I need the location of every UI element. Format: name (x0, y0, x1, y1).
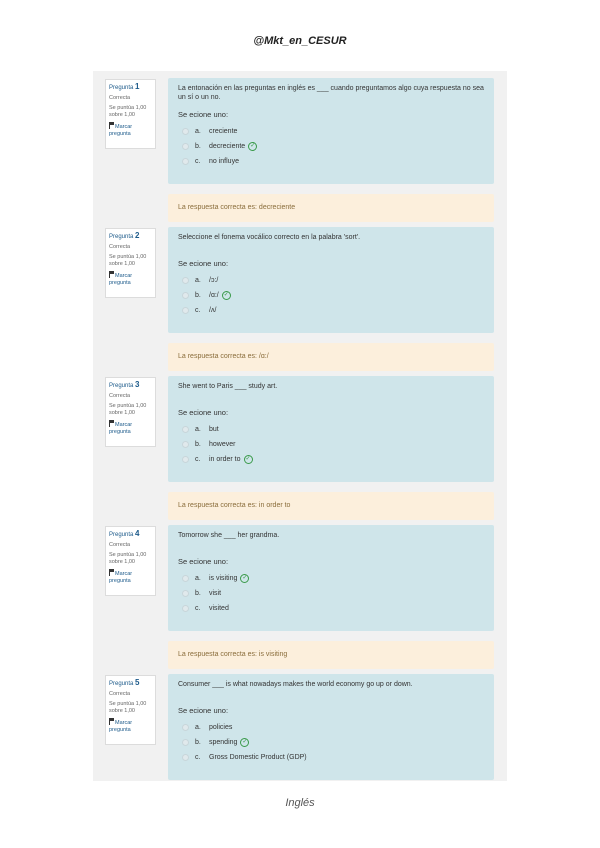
question-formulation (168, 78, 494, 184)
option-letter: b. (195, 441, 201, 448)
answer-list (178, 720, 484, 765)
answer-option[interactable] (178, 571, 484, 586)
flag-question-label: Marcar pregunta (109, 422, 133, 435)
option-text: /ɔ:/ (209, 277, 219, 284)
check-icon: ✓ (250, 143, 256, 149)
check-icon: ✓ (245, 456, 251, 462)
option-text: in order to (209, 456, 241, 463)
option-letter: a. (195, 575, 201, 582)
option-text: decreciente (209, 143, 246, 150)
page-footer-label: Inglés (285, 797, 315, 809)
radio-button[interactable] (182, 739, 189, 746)
radio-button[interactable] (182, 441, 189, 448)
radio-button[interactable] (182, 292, 189, 299)
correct-answer-feedback: La respuesta correcta es: /ɑ:/ (168, 343, 494, 371)
correct-answer-feedback: La respuesta correcta es: decreciente (168, 194, 494, 222)
answer-list (178, 273, 484, 318)
radio-button[interactable] (182, 754, 189, 761)
radio-button[interactable] (182, 575, 189, 582)
option-letter: a. (195, 426, 201, 433)
answer-option[interactable] (178, 139, 484, 154)
flag-question-label: Marcar pregunta (109, 124, 133, 137)
question-number-value: 5 (135, 678, 140, 687)
question-text: She went to Paris ___ study art. (178, 383, 278, 390)
flag-question-link[interactable] (109, 122, 152, 138)
question-state: Correcta (109, 244, 131, 250)
question-number (109, 530, 152, 539)
option-text: /ɑ:/ (209, 292, 219, 299)
radio-button[interactable] (182, 128, 189, 135)
question-score: Se puntúa 1,00 sobre 1,00 (109, 552, 147, 565)
answer-option[interactable] (178, 288, 484, 303)
question-number (109, 83, 152, 92)
page-header-title: @Mkt_en_CESUR (253, 35, 347, 47)
question-info (105, 675, 156, 745)
question-info (105, 79, 156, 149)
radio-button[interactable] (182, 277, 189, 284)
option-letter: c. (195, 456, 201, 463)
option-text: no influye (209, 158, 239, 165)
answer-option[interactable] (178, 750, 484, 765)
correct-answer-feedback: La respuesta correcta es: in order to (168, 492, 494, 520)
flag-question-link[interactable] (109, 569, 152, 585)
question-label: Pregunta (109, 681, 134, 687)
answer-option[interactable] (178, 124, 484, 139)
flag-question-link[interactable] (109, 718, 152, 734)
question-info (105, 526, 156, 596)
option-letter: a. (195, 724, 201, 731)
question-text: Seleccione el fonema vocálico correcto en la palabra 'sort'. (178, 234, 361, 241)
check-icon: ✓ (242, 575, 248, 581)
answer-option[interactable] (178, 735, 484, 750)
radio-button[interactable] (182, 143, 189, 150)
check-icon: ✓ (223, 292, 229, 298)
option-text: /ʌ/ (209, 307, 217, 314)
option-letter: b. (195, 590, 201, 597)
answer-option[interactable] (178, 303, 484, 318)
answer-option[interactable] (178, 586, 484, 601)
answer-option[interactable] (178, 452, 484, 467)
answer-option[interactable] (178, 422, 484, 437)
select-one-prompt: Se ecione uno: (178, 706, 229, 715)
option-text: but (209, 426, 219, 433)
option-text: spending (209, 739, 238, 746)
question-state: Correcta (109, 95, 131, 101)
question-score: Se puntúa 1,00 sobre 1,00 (109, 403, 147, 416)
question-number (109, 232, 152, 241)
question-score: Se puntúa 1,00 sobre 1,00 (109, 254, 147, 267)
check-icon: ✓ (242, 739, 248, 745)
answer-list (178, 422, 484, 467)
option-letter: b. (195, 739, 201, 746)
flag-question-label: Marcar pregunta (109, 273, 133, 286)
flag-question-link[interactable] (109, 420, 152, 436)
option-text: policies (209, 724, 233, 731)
answer-list (178, 571, 484, 616)
question-text: Tomorrow she ___ her grandma. (178, 532, 280, 539)
question-score: Se puntúa 1,00 sobre 1,00 (109, 105, 147, 118)
radio-button[interactable] (182, 605, 189, 612)
select-one-prompt: Se ecione uno: (178, 110, 229, 119)
option-text: is visiting (209, 575, 238, 582)
option-text: creciente (209, 128, 238, 135)
question-number (109, 679, 152, 688)
option-text: Gross Domestic Product (GDP) (209, 754, 307, 761)
question-state: Correcta (109, 393, 131, 399)
flag-question-label: Marcar pregunta (109, 571, 133, 584)
answer-option[interactable] (178, 720, 484, 735)
question-number (109, 381, 152, 390)
question-number-value: 2 (135, 231, 140, 240)
flag-question-link[interactable] (109, 271, 152, 287)
question-formulation (168, 227, 494, 333)
question-number-value: 1 (135, 82, 140, 91)
answer-option[interactable] (178, 273, 484, 288)
answer-option[interactable] (178, 154, 484, 169)
option-letter: c. (195, 754, 201, 761)
correct-answer-feedback: La respuesta correcta es: is visiting (168, 641, 494, 669)
question-text: La entonación en las preguntas en inglés es ___ cuando preguntamos algo cuya respuesta no sea un sí o un no. (178, 85, 484, 101)
question-score: Se puntúa 1,00 sobre 1,00 (109, 701, 147, 714)
flag-icon (109, 271, 114, 278)
select-one-prompt: Se ecione uno: (178, 557, 229, 566)
option-letter: c. (195, 307, 201, 314)
answer-list (178, 124, 484, 169)
option-letter: a. (195, 277, 201, 284)
option-letter: c. (195, 605, 201, 612)
option-text: visited (209, 605, 229, 612)
answer-option[interactable] (178, 601, 484, 616)
option-text: visit (209, 590, 222, 597)
flag-icon (109, 718, 114, 725)
option-letter: a. (195, 128, 201, 135)
select-one-prompt: Se ecione uno: (178, 259, 229, 268)
radio-button[interactable] (182, 158, 189, 165)
flag-icon (109, 122, 114, 129)
question-state: Correcta (109, 542, 131, 548)
question-formulation (168, 376, 494, 482)
question-label: Pregunta (109, 383, 134, 389)
question-number-value: 4 (135, 529, 140, 538)
flag-icon (109, 420, 114, 427)
question-info (105, 377, 156, 447)
question-number-value: 3 (135, 380, 140, 389)
option-letter: b. (195, 292, 201, 299)
option-letter: b. (195, 143, 201, 150)
radio-button[interactable] (182, 307, 189, 314)
radio-button[interactable] (182, 456, 189, 463)
answer-option[interactable] (178, 437, 484, 452)
question-state: Correcta (109, 691, 131, 697)
flag-question-label: Marcar pregunta (109, 720, 133, 733)
quiz-review-panel (93, 71, 507, 781)
radio-button[interactable] (182, 426, 189, 433)
select-one-prompt: Se ecione uno: (178, 408, 229, 417)
question-label: Pregunta (109, 85, 134, 91)
option-text: however (209, 441, 236, 448)
radio-button[interactable] (182, 590, 189, 597)
question-formulation (168, 674, 494, 780)
question-label: Pregunta (109, 234, 134, 240)
question-info (105, 228, 156, 298)
question-formulation (168, 525, 494, 631)
option-letter: c. (195, 158, 201, 165)
question-text: Consumer ___ is what nowadays makes the world economy go up or down. (178, 681, 413, 688)
question-label: Pregunta (109, 532, 134, 538)
radio-button[interactable] (182, 724, 189, 731)
flag-icon (109, 569, 114, 576)
